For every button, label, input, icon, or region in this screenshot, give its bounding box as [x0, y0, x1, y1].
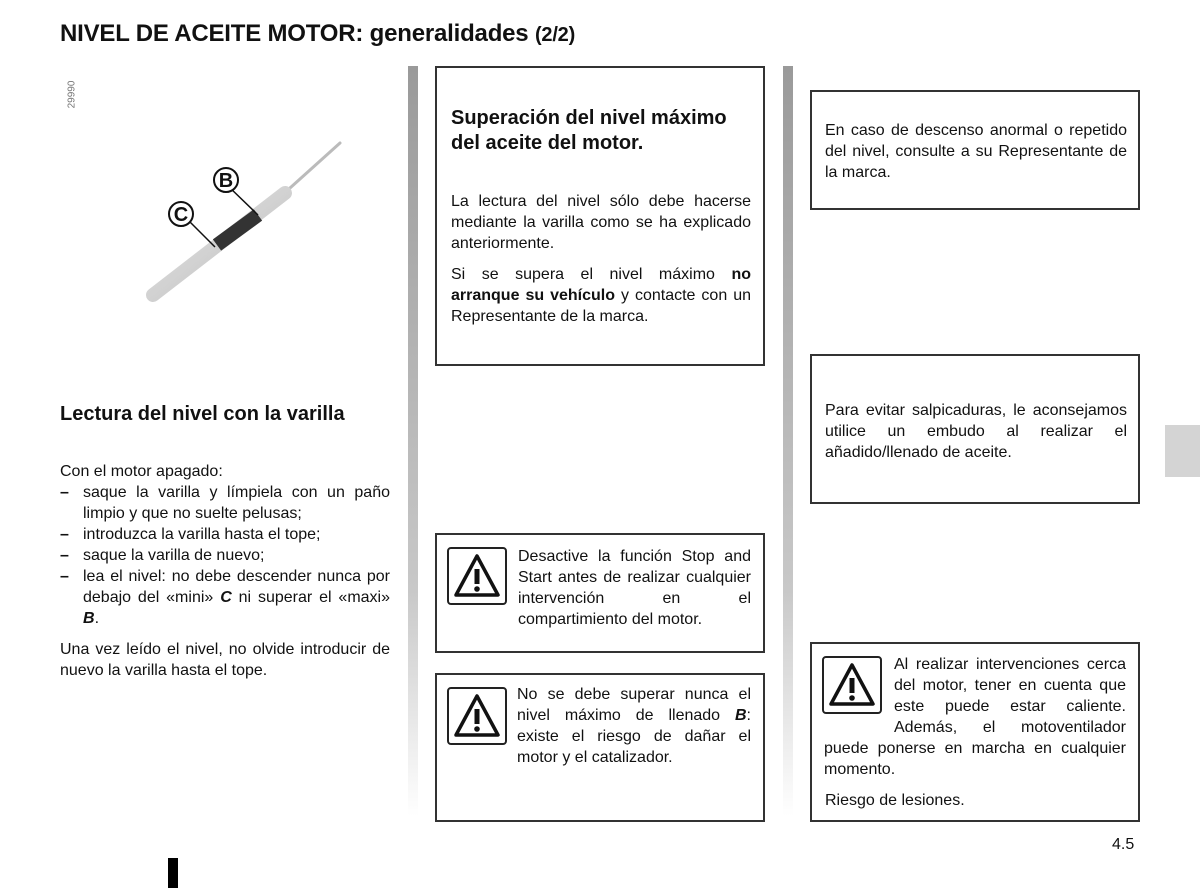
step4-text: lea el nivel: no debe descender nunca por debajo del «mini» [83, 568, 390, 606]
list-item: – saque la varilla de nuevo; [60, 545, 390, 566]
warning-box-max-level [435, 673, 765, 822]
closing-text: Una vez leído el nivel, no olvide introducir de nuevo la varilla hasta el tope. [60, 641, 390, 679]
step4-end: . [94, 610, 100, 627]
step4-c: C [220, 589, 232, 606]
crop-mark [168, 858, 178, 888]
box-text: En caso de descenso anormal o repetido del nivel, consulte a su Representante de la marca. [825, 122, 1127, 181]
step4-mid: ni superar el «maxi» [231, 589, 391, 606]
icon-spacer [824, 654, 894, 738]
page-number: 4.5 [1112, 836, 1135, 853]
section-tab [1165, 425, 1200, 477]
warning-text-a: No se debe superar nunca el nivel máximo de llenado [517, 686, 751, 724]
info-box-funnel [810, 354, 1140, 504]
warning-text-body: Al realizar intervenciones cerca del motor, tener en cuenta que este puede estar caliente. Además, el motoventilador puede ponerse en marcha en cualquier momento. [824, 656, 1126, 778]
warning-text [449, 684, 751, 768]
column-divider-right [783, 66, 793, 816]
warning-text [824, 654, 1126, 780]
list-item: – introduzca la varilla hasta el tope; [60, 524, 390, 545]
warning-text-c: : existe el riesgo de dañar el motor y el catalizador. [517, 707, 751, 766]
figure-code-text: 29990 [66, 80, 78, 109]
label-b: B [218, 170, 234, 192]
section-heading: Lectura del nivel con la varilla [60, 403, 345, 425]
warning-text-b: B [734, 707, 747, 724]
info-box-abnormal-drop [810, 90, 1140, 210]
box-paragraph-bold: no arranque su vehículo [451, 266, 751, 304]
box-text: Para evitar salpicaduras, le aconsejamos utilice un embudo al realizar el añadido/llenado de aceite. [825, 402, 1127, 461]
box-paragraph [451, 264, 751, 327]
steps-list [60, 482, 390, 629]
warning-text: Desactive la función Stop and Start antes de realizar cualquier intervención en el compartimiento del motor. [518, 548, 751, 628]
dipstick-illustration [135, 135, 355, 310]
title-pages: (2/2) [534, 24, 576, 46]
intro-text: Con el motor apagado: [60, 463, 223, 480]
label-c: C [173, 204, 189, 226]
box-paragraph: La lectura del nivel sólo debe hacerse mediante la varilla como se ha explicado anteriormente. [451, 193, 751, 252]
column-divider-left [408, 66, 418, 816]
warning-box-hot-engine [810, 642, 1140, 822]
warning-text-risk: Riesgo de lesiones. [825, 792, 965, 809]
title-main: NIVEL DE ACEITE MOTOR: [60, 20, 364, 47]
step4-b: B [83, 610, 95, 627]
icon-spacer [449, 684, 517, 768]
info-box-overfill [435, 66, 765, 366]
list-item [60, 566, 390, 629]
list-item: – saque la varilla y límpiela con un paño limpio y que no suelte pelusas; [60, 482, 390, 524]
box-heading: Superación del nivel máximo del aceite del motor. [451, 107, 727, 154]
warning-box-stop-start [435, 533, 765, 653]
page-title [60, 20, 575, 48]
warning-triangle-icon [447, 547, 507, 605]
box-paragraph-text: y contacte con un Representante de la marca. [451, 287, 752, 325]
box-paragraph-text: Si se supera el nivel máximo [451, 266, 732, 283]
title-sub: generalidades [369, 20, 529, 47]
figure-code [58, 75, 88, 115]
